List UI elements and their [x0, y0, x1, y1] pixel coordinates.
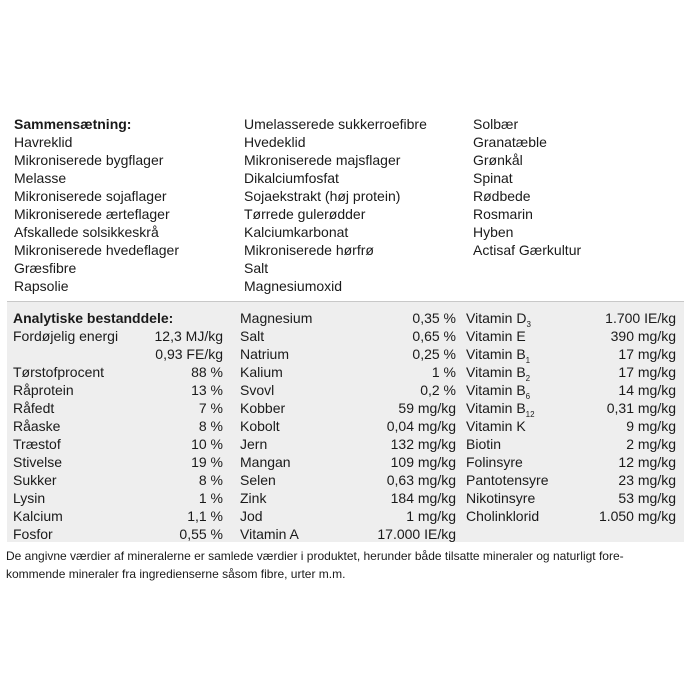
nutrient-name: [240, 345, 289, 363]
analysis-row: [240, 309, 456, 327]
nutrient-value: 0,25 %: [412, 346, 456, 362]
analysis-row: [466, 435, 676, 453]
nutrient-label: Fosfor: [13, 526, 53, 542]
nutrient-value: 17 mg/kg: [618, 364, 676, 380]
nutrient-subscript: 6: [525, 392, 531, 401]
ingredient-item: Salt: [244, 260, 269, 276]
nutrient-value: 1.050 mg/kg: [598, 508, 676, 524]
nutrient-label: Zink: [240, 490, 267, 506]
footnote-line-2: kommende mineraler fra ingredienserne såsom fibre, urter m.m.: [6, 567, 346, 581]
footnote: [6, 547, 690, 583]
ingredient-item: Granatæble: [473, 134, 547, 150]
nutrient-value: 0,65 %: [412, 328, 456, 344]
ingredient-item: Græsfibre: [14, 260, 77, 276]
nutrient-name: [466, 489, 535, 507]
nutrient-name: [466, 471, 549, 489]
analysis-row: [466, 417, 676, 435]
analysis-section: [7, 301, 684, 542]
nutrient-name: [240, 453, 291, 471]
nutrient-name: [13, 399, 54, 417]
nutrient-name: [466, 399, 535, 417]
nutrient-name: [466, 327, 526, 345]
composition-heading: Sammensætning:: [14, 116, 132, 132]
nutrient-label: Vitamin B: [466, 364, 526, 380]
ingredient-item: Mikroniserede hørfrø: [244, 242, 374, 258]
nutrient-label: Vitamin E: [466, 328, 526, 344]
nutrient-label: Pantotensyre: [466, 472, 549, 488]
analysis-row: [13, 525, 223, 543]
analysis-row: [13, 399, 223, 417]
ingredient-item: Sojaekstrakt (høj protein): [244, 188, 401, 204]
nutrient-value: 59 mg/kg: [398, 400, 456, 416]
nutrient-subscript: 1: [525, 356, 531, 365]
nutrient-value: 14 mg/kg: [618, 382, 676, 398]
nutrient-value: 0,2 %: [420, 382, 456, 398]
nutrient-label: Magnesium: [240, 310, 313, 326]
ingredient-item: Mikroniserede sojaflager: [14, 188, 167, 204]
analysis-row: [13, 507, 223, 525]
ingredient-item: Mikroniserede majsflager: [244, 152, 401, 168]
analysis-row: [13, 435, 223, 453]
nutrient-value: 109 mg/kg: [390, 454, 456, 470]
nutrient-name: [466, 435, 501, 453]
ingredient-item: Rødbede: [473, 188, 531, 204]
ingredient-item: Solbær: [473, 116, 519, 132]
nutrient-label: Råaske: [13, 418, 61, 434]
analysis-row: [466, 363, 676, 381]
nutrient-label: Selen: [240, 472, 276, 488]
analysis-row: [240, 381, 456, 399]
nutrient-value: 1 %: [431, 364, 456, 380]
nutrient-value: 2 mg/kg: [626, 436, 676, 452]
analysis-column-1: [13, 309, 223, 543]
ingredient-item: Rapsolie: [14, 278, 69, 294]
analysis-row: [13, 417, 223, 435]
analysis-row: [13, 489, 223, 507]
nutrient-value: 0,55 %: [179, 526, 223, 542]
nutrient-value: 1 mg/kg: [406, 508, 456, 524]
nutrient-value: 8 %: [198, 472, 223, 488]
nutrient-value: 88 %: [191, 364, 223, 380]
ingredient-item: Spinat: [473, 170, 513, 186]
analysis-row: [466, 507, 676, 525]
analysis-row: [240, 435, 456, 453]
footnote-line-1: De angivne værdier af mineralerne er samlede værdier i produktet, herunder både tilsatte mineraler og naturligt fore-: [6, 549, 624, 563]
analysis-row: [240, 489, 456, 507]
analysis-row: [240, 417, 456, 435]
ingredient-item: Kalciumkarbonat: [244, 224, 349, 240]
nutrient-value: 12 mg/kg: [618, 454, 676, 470]
nutrient-label: Jern: [240, 436, 268, 452]
nutrient-name: [240, 435, 267, 453]
ingredient-item: Tørrede gulerødder: [244, 206, 366, 222]
nutrient-name: [466, 453, 523, 471]
analysis-row: [466, 381, 676, 399]
nutrient-label: Salt: [240, 328, 265, 344]
nutrient-name: [240, 381, 274, 399]
composition-column-1: [14, 115, 179, 295]
nutrient-name: [13, 489, 45, 507]
analysis-row: [240, 525, 456, 543]
nutrient-value: 184 mg/kg: [390, 490, 456, 506]
nutrient-value: 132 mg/kg: [390, 436, 456, 452]
nutrient-label: Sukker: [13, 472, 57, 488]
nutrient-name: [240, 363, 283, 381]
nutrient-value: 0,93 FE/kg: [155, 346, 223, 362]
nutrient-label: Vitamin B: [466, 382, 526, 398]
nutrient-label: Cholinklorid: [466, 508, 540, 524]
composition-column-3: [473, 115, 581, 259]
nutrient-name: [13, 417, 60, 435]
analysis-row: [13, 363, 223, 381]
ingredient-item: Magnesiumoxid: [244, 278, 343, 294]
analysis-row: [240, 363, 456, 381]
analysis-column-2: [240, 309, 456, 543]
nutrient-value: 1.700 IE/kg: [605, 310, 676, 326]
nutrient-label: Biotin: [466, 436, 502, 452]
analysis-row: [466, 309, 676, 327]
nutrient-value: 9 mg/kg: [626, 418, 676, 434]
nutrient-label: Vitamin B: [466, 346, 526, 362]
analysis-row: [13, 471, 223, 489]
nutrient-subscript: 12: [525, 410, 535, 419]
nutrient-value: 8 %: [198, 418, 223, 434]
nutrient-value: 0,63 mg/kg: [386, 472, 456, 488]
ingredient-item: Rosmarin: [473, 206, 533, 222]
analysis-row: [13, 345, 223, 363]
nutrient-label: Jod: [240, 508, 263, 524]
nutrient-label: Vitamin B: [466, 400, 526, 416]
nutrient-name: [466, 417, 526, 435]
ingredient-item: Hyben: [473, 224, 514, 240]
nutrient-name: [240, 525, 299, 543]
composition-section: [0, 115, 700, 295]
nutrient-name: [466, 363, 530, 381]
ingredient-item: Mikroniserede hvedeflager: [14, 242, 179, 258]
analysis-row: [13, 381, 223, 399]
ingredient-item: Melasse: [14, 170, 67, 186]
nutrient-value: 7 %: [198, 400, 223, 416]
nutrient-name: [240, 399, 285, 417]
nutrient-name: [13, 453, 62, 471]
analysis-row: [466, 471, 676, 489]
nutrient-value: 390 mg/kg: [610, 328, 676, 344]
nutrient-label: Kobber: [240, 400, 286, 416]
nutrient-value: 53 mg/kg: [618, 490, 676, 506]
nutrient-value: 1,1 %: [187, 508, 223, 524]
analysis-column-3: [466, 309, 676, 525]
nutrient-name: [13, 381, 74, 399]
nutrient-name: [13, 471, 57, 489]
nutrient-name: [13, 363, 104, 381]
composition-column-2: [244, 115, 427, 295]
nutrient-value: 0,04 mg/kg: [386, 418, 456, 434]
analysis-heading: Analytiske bestanddele:: [13, 310, 174, 326]
nutrient-subscript: 3: [526, 320, 531, 329]
nutrient-label: Tørstofprocent: [13, 364, 105, 380]
nutrient-label: Stivelse: [13, 454, 63, 470]
nutrient-label: Kobolt: [240, 418, 280, 434]
nutrient-name: [240, 507, 263, 525]
analysis-row: [240, 327, 456, 345]
ingredient-item: Mikroniserede bygflager: [14, 152, 164, 168]
ingredient-item: Mikroniserede ærteflager: [14, 206, 170, 222]
nutrient-label: Vitamin D: [466, 310, 527, 326]
nutrient-label: Svovl: [240, 382, 275, 398]
ingredient-item: Dikalciumfosfat: [244, 170, 339, 186]
nutrient-name: [240, 417, 280, 435]
nutrient-value: 17 mg/kg: [618, 346, 676, 362]
nutrient-value: 1 %: [198, 490, 223, 506]
ingredient-item: Hvedeklid: [244, 134, 306, 150]
nutrient-subscript: 2: [525, 374, 531, 383]
nutrient-label: Vitamin A: [240, 526, 299, 542]
nutrient-value: 23 mg/kg: [618, 472, 676, 488]
nutrient-name: [466, 345, 530, 363]
nutrient-name: [13, 525, 53, 543]
nutrient-name: [466, 381, 530, 399]
nutrient-label: Kalium: [240, 364, 283, 380]
nutrient-name: [240, 471, 276, 489]
analysis-row: [240, 507, 456, 525]
analysis-row: [466, 399, 676, 417]
nutrient-name: [466, 507, 539, 525]
ingredient-item: Havreklid: [14, 134, 73, 150]
nutrient-label: Træstof: [13, 436, 61, 452]
nutrient-value: 13 %: [191, 382, 223, 398]
nutrient-value: 17.000 IE/kg: [377, 526, 456, 542]
analysis-row: [240, 453, 456, 471]
nutrient-value: 19 %: [191, 454, 223, 470]
nutrient-label: Råprotein: [13, 382, 74, 398]
nutrient-label: Kalcium: [13, 508, 63, 524]
analysis-row: [240, 471, 456, 489]
analysis-row: [13, 327, 223, 345]
ingredient-item: Grønkål: [473, 152, 523, 168]
nutrient-value: 0,35 %: [412, 310, 456, 326]
analysis-row: [466, 453, 676, 471]
analysis-row: [466, 489, 676, 507]
nutrient-label: Råfedt: [13, 400, 55, 416]
nutrient-label: Fordøjelig energi: [13, 328, 119, 344]
nutrient-value: 12,3 MJ/kg: [154, 328, 223, 344]
nutrient-name: [466, 309, 531, 327]
nutrient-label: Vitamin K: [466, 418, 526, 434]
ingredient-item: Umelasserede sukkerroefibre: [244, 116, 427, 132]
nutrient-value: 10 %: [191, 436, 223, 452]
nutrient-name: [240, 489, 266, 507]
nutrient-name: [13, 435, 61, 453]
nutrient-label: Folinsyre: [466, 454, 523, 470]
nutrient-label: Lysin: [13, 490, 46, 506]
nutrient-name: [240, 309, 312, 327]
analysis-row: [466, 345, 676, 363]
nutrient-label: Natrium: [240, 346, 290, 362]
analysis-row: [240, 399, 456, 417]
nutrient-name: [13, 507, 63, 525]
ingredient-item: Actisaf Gærkultur: [473, 242, 582, 258]
nutrient-value: 0,31 mg/kg: [606, 400, 676, 416]
analysis-row: [466, 327, 676, 345]
analysis-row: [240, 345, 456, 363]
analysis-row: [13, 453, 223, 471]
nutrient-label: Mangan: [240, 454, 291, 470]
nutrient-name: [240, 327, 264, 345]
nutrient-name: [13, 327, 118, 345]
ingredient-item: Afskallede solsikkeskrå: [14, 224, 159, 240]
nutrient-label: Nikotinsyre: [466, 490, 536, 506]
